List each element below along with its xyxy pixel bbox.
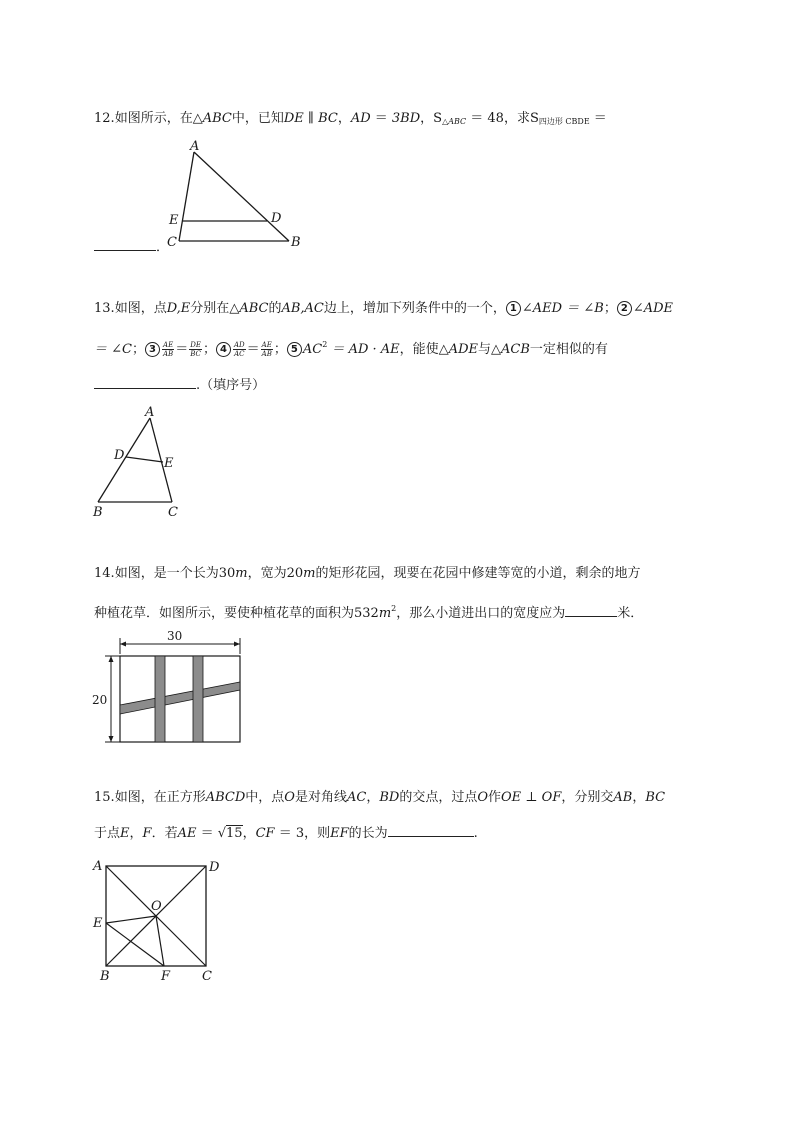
q15-text: 中，点 [245, 790, 285, 805]
q13-line-2 [94, 336, 608, 359]
q15-text: ，分别交 [561, 790, 614, 805]
circled-number-1: 1 [506, 301, 521, 316]
fraction-denominator: AC [234, 350, 245, 358]
q15-f: F [142, 826, 152, 841]
q15-o: O [284, 790, 295, 805]
label-c: C [168, 505, 178, 520]
label-b: B [100, 969, 110, 984]
q12-text: ，S [420, 111, 443, 126]
q14-text: 如图，是一个长为 [114, 566, 219, 581]
q13-acb: ACB [501, 342, 530, 357]
q14-text: ，宽为 [247, 566, 287, 581]
q12-abc: ABC [202, 111, 232, 126]
q13-text: ； [202, 342, 216, 357]
q12-subscript-cbde: 四边形 CBDE [538, 117, 590, 126]
q13-text: ＝ [175, 342, 189, 357]
superscript: 2 [322, 340, 328, 349]
q14-line-1 [94, 565, 640, 583]
q13-line-1 [94, 300, 673, 318]
q15-bc: BC [645, 790, 666, 805]
label-c: C [202, 969, 212, 984]
triangle-symbol: △ [491, 342, 502, 357]
q15-oe: OE [501, 790, 522, 805]
q15-line-2 [94, 822, 478, 843]
dimension-width-label: 30 [167, 629, 183, 643]
superscript: 2 [391, 604, 397, 613]
q12-subscript-abc: △ABC [442, 117, 467, 126]
label-b: B [93, 505, 103, 520]
q14-width: 20 [286, 566, 304, 581]
q15-text: ，则 [304, 826, 331, 841]
q14-answer-blank[interactable] [565, 602, 617, 617]
perpendicular-symbol: ⊥ [521, 790, 542, 805]
q15-e: E [120, 826, 130, 841]
q13-text: 分别在 [190, 301, 230, 316]
q15-of: OF [541, 790, 562, 805]
q14-text: ，那么小道进出口的宽度应为 [396, 606, 566, 621]
q13-condition-5-cont: ＝ AD · AE [327, 342, 400, 357]
q15-text: 的长为 [348, 826, 388, 841]
label-e: E [93, 916, 103, 931]
q12-text: ＝ 48，求S [466, 111, 539, 126]
label-a: A [145, 405, 155, 420]
q13-text: 的 [268, 301, 282, 316]
q14-unit: m [235, 566, 248, 581]
parallel-symbol: ∥ [303, 111, 319, 126]
q15-text: 是对角线 [294, 790, 347, 805]
q13-text: 如图，点 [114, 301, 167, 316]
dimension-height-label: 20 [92, 693, 108, 707]
q14-garden-diagram [88, 626, 248, 746]
q13-answer-blank[interactable] [94, 374, 196, 389]
q15-ab: AB [613, 790, 633, 805]
q15-text: 如图，在正方形 [114, 790, 206, 805]
fraction-numerator: AD [233, 341, 245, 349]
q15-number: 15. [94, 790, 115, 805]
q13-text: ； [603, 301, 617, 316]
q15-text: ．若 [151, 826, 178, 841]
triangle-symbol: △ [229, 301, 240, 316]
q14-unit: m [303, 566, 316, 581]
q15-abcd: ABCD [205, 790, 246, 805]
q14-tail: 米． [617, 606, 644, 621]
q15-text: ， [366, 790, 380, 805]
q12-text: 如图所示，在 [114, 111, 193, 126]
fraction-numerator: AE [163, 341, 174, 349]
label-f: F [161, 969, 171, 984]
fraction-denominator: BC [190, 350, 201, 358]
q13-tail: .（填序号） [196, 378, 266, 393]
circled-number-5: 5 [287, 342, 302, 357]
q14-length: 30 [218, 566, 236, 581]
q12-bc: BC [318, 111, 338, 126]
sqrt-symbol: √ [217, 826, 227, 841]
q12-line-1 [94, 110, 607, 131]
q15-tail: . [473, 826, 478, 841]
label-a: A [190, 139, 200, 154]
label-o: O [151, 899, 162, 914]
fraction-ae-ab [162, 341, 174, 358]
q15-radicand: 15 [226, 826, 243, 841]
fraction-numerator: AE [261, 341, 272, 349]
q15-ef: EF [330, 826, 349, 841]
q14-area: 532 [354, 606, 379, 621]
q15-ae: AE [177, 826, 197, 841]
q13-text: 一定相似的有 [529, 342, 608, 357]
q15-line-1 [94, 789, 665, 807]
q15-text: ， [632, 790, 646, 805]
q15-text: 的交点，过点 [399, 790, 478, 805]
q14-unit: m [378, 606, 392, 621]
q13-text: ＝ [246, 342, 260, 357]
q12-ad: AD [350, 111, 371, 126]
q13-text: 边上，增加下列条件中的一个， [323, 301, 506, 316]
label-e: E [164, 456, 174, 471]
q15-square-diagram [88, 852, 228, 984]
label-b: B [291, 235, 301, 250]
q13-abac: AB,AC [281, 301, 324, 316]
circled-number-4: 4 [216, 342, 231, 357]
q12-tail: ． [156, 240, 170, 255]
q12-text: ， [337, 111, 351, 126]
q15-text: ＝ [196, 826, 218, 841]
label-e: E [169, 213, 179, 228]
q13-abc: ABC [239, 301, 269, 316]
q13-triangle-diagram [88, 404, 188, 522]
fraction-denominator: AB [261, 350, 272, 358]
q12-text: 中，已知 [231, 111, 284, 126]
q13-ade: ADE [448, 342, 478, 357]
label-d: D [271, 211, 282, 226]
fraction-ae-ab-2 [261, 341, 273, 358]
fraction-ad-ac [233, 341, 246, 358]
label-d: D [114, 448, 125, 463]
q13-text: ，能使 [399, 342, 439, 357]
q12-text: ＝ [370, 111, 392, 126]
q12-answer-blank[interactable] [94, 236, 156, 251]
q12-text: ＝ [589, 111, 607, 126]
fraction-denominator: AB [163, 350, 174, 358]
q14-line-2 [94, 600, 643, 623]
q13-condition-2: ∠ADE [632, 301, 674, 316]
fraction-de-bc [189, 341, 202, 358]
q13-de: D,E [166, 301, 191, 316]
q15-text: ＝ 3 [274, 826, 305, 841]
q12-answer-line [94, 236, 169, 257]
circled-number-2: 2 [617, 301, 632, 316]
q13-text: ； [273, 342, 287, 357]
q15-text: ， [129, 826, 143, 841]
q15-bd: BD [379, 790, 400, 805]
label-a: A [93, 859, 103, 874]
triangle-symbol: △ [192, 111, 203, 126]
q13-text: ； [131, 342, 145, 357]
q13-answer-line [94, 374, 265, 395]
fraction-numerator: DE [190, 341, 201, 349]
q13-condition-5: AC [302, 342, 323, 357]
q12-bd: 3BD [391, 111, 421, 126]
q15-text: 于点 [94, 826, 121, 841]
q13-condition-2-cont: ＝ ∠C [94, 342, 132, 357]
q15-cf: CF [255, 826, 275, 841]
q14-number: 14. [94, 566, 115, 581]
q15-text: 作 [488, 790, 502, 805]
q12-number: 12. [94, 111, 115, 126]
label-c: C [167, 235, 177, 250]
q13-condition-1: ∠AED ＝ ∠B [521, 301, 604, 316]
q14-text: 种植花草．如图所示，要使种植花草的面积为 [94, 606, 355, 621]
q12-triangle-diagram [160, 138, 310, 250]
q15-answer-blank[interactable] [388, 822, 474, 837]
triangle-symbol: △ [438, 342, 449, 357]
q12-de: DE [283, 111, 304, 126]
q15-o: O [477, 790, 488, 805]
q13-text: 与 [478, 342, 492, 357]
q14-text: 的矩形花园，现要在花园中修建等宽的小道，剩余的地方 [315, 566, 641, 581]
q15-text: ， [242, 826, 256, 841]
q15-ac: AC [346, 790, 367, 805]
label-d: D [209, 860, 220, 875]
q13-number: 13. [94, 301, 115, 316]
circled-number-3: 3 [145, 342, 160, 357]
